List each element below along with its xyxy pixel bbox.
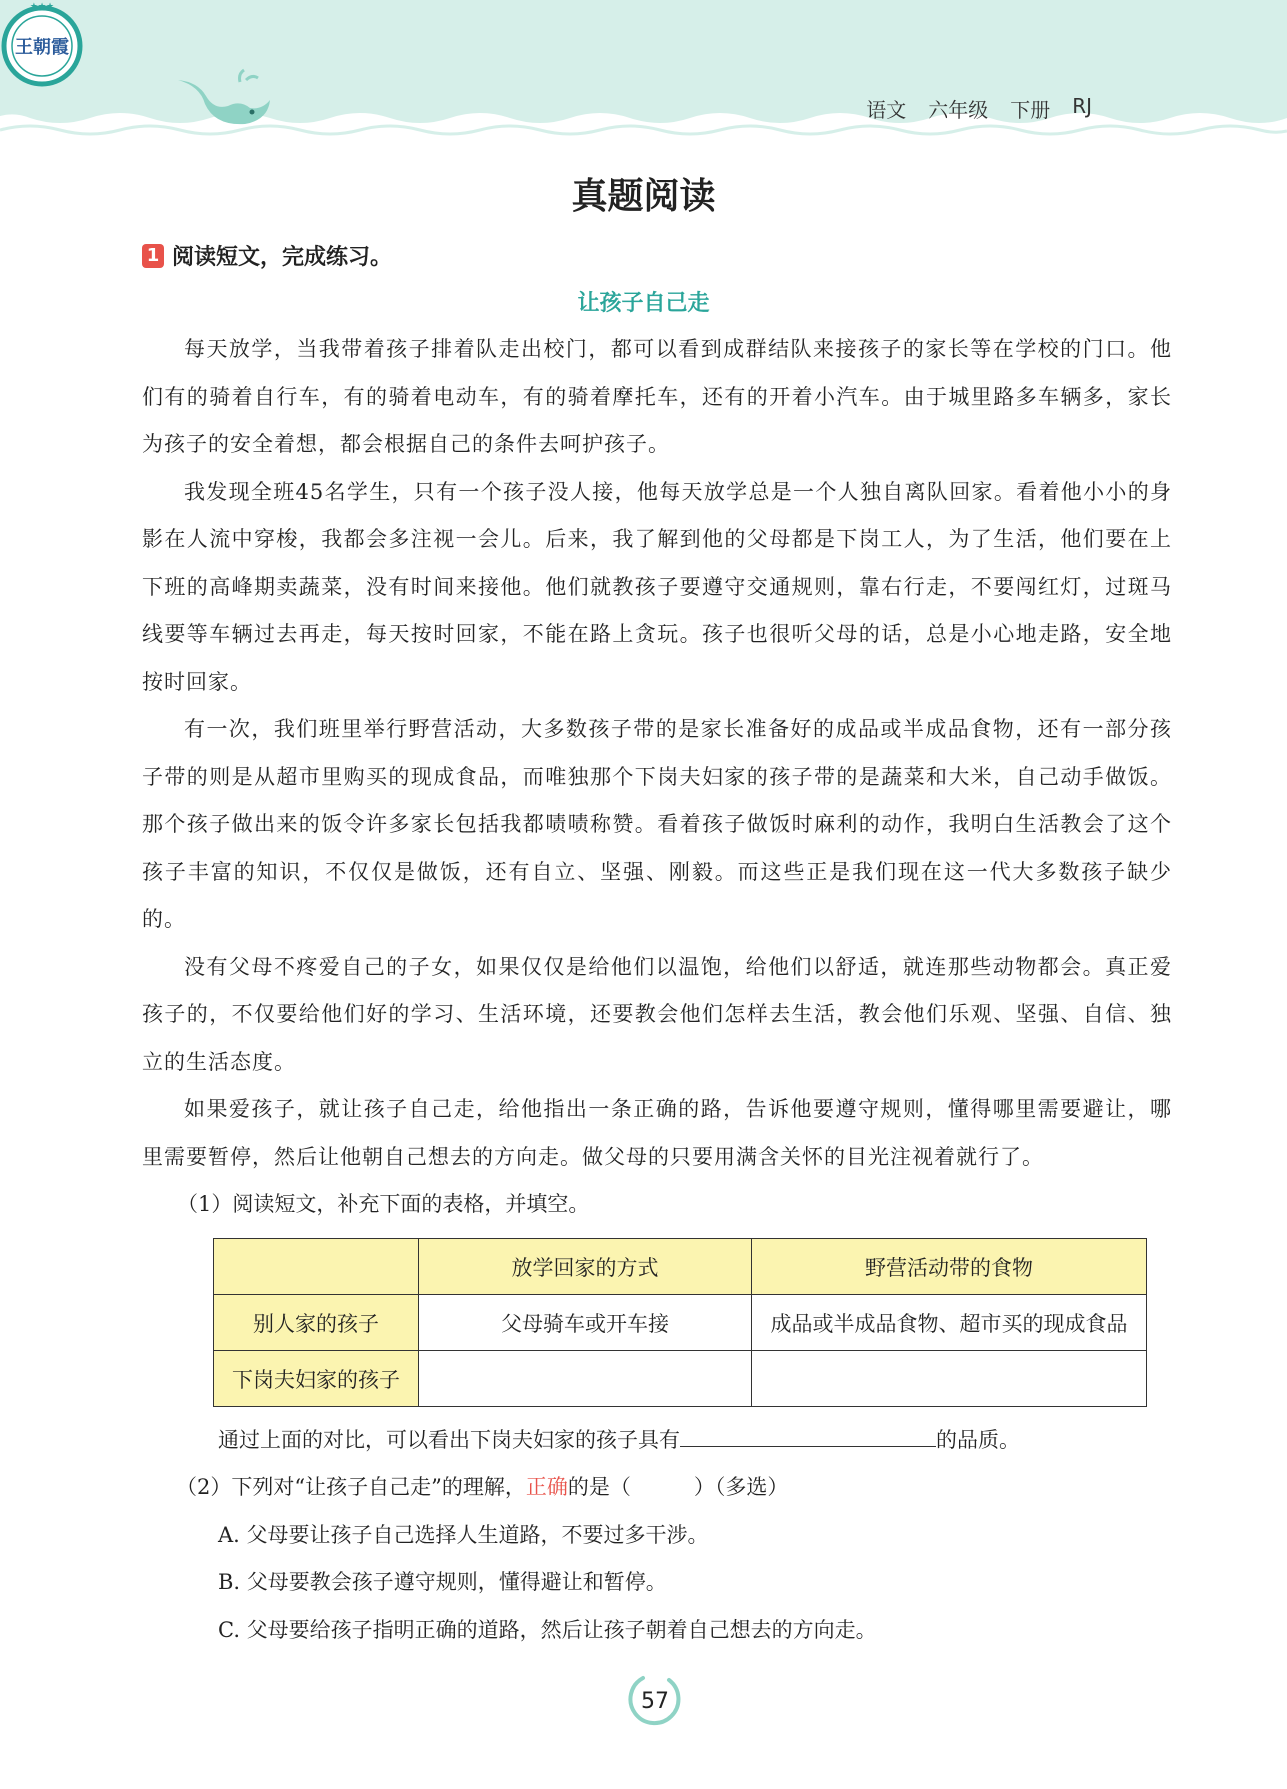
table-answer-cell[interactable] [419, 1351, 752, 1407]
q1-prompt-block [142, 1181, 1182, 1228]
answer-blank[interactable] [680, 1422, 936, 1447]
question-instruction [142, 240, 392, 271]
subject-label: 语文 [866, 98, 907, 122]
logo-text: 王朝霞 [15, 37, 69, 58]
q1-prompt: （1）阅读短文，补充下面的表格，并填空。 [177, 1192, 590, 1216]
table-answer-cell[interactable] [752, 1351, 1147, 1407]
table-row [214, 1351, 1147, 1407]
comparison-table [213, 1238, 1147, 1407]
option-c[interactable]: C. 父母要给孩子指明正确的道路，然后让孩子朝着自己想去的方向走。 [218, 1617, 877, 1642]
paragraph: 每天放学，当我带着孩子排着队走出校门，都可以看到成群结队来接孩子的家长等在学校的门口。他们有的骑着自行车，有的骑着电动车，有的骑着摩托车，还有的开着小汽车。由于城里路多车辆多，家长为孩子的安全着想，都会根据自己的条件去呵护孩子。 [142, 337, 1172, 456]
edition-label: RJ [1072, 94, 1092, 118]
page-number: 57 [641, 1689, 669, 1714]
table-header-cell: 放学回家的方式 [419, 1239, 752, 1295]
header-band-graphic [0, 0, 1287, 150]
page-number-badge [625, 1670, 685, 1730]
table-header-cell: 野营活动带的食物 [752, 1239, 1147, 1295]
q2-block [176, 1464, 877, 1654]
table-header-cell [214, 1239, 419, 1295]
paragraph: 如果爱孩子，就让孩子自己走，给他指出一条正确的路，告诉他要遵守规则，懂得哪里需要避让，哪里需要暂停，然后让他朝自己想去的方向走。做父母的只要用满含关怀的目光注视着就行了。 [142, 1097, 1172, 1169]
q2-prompt-after: 的是（ ）（多选） [567, 1475, 789, 1499]
grade-label: 六年级 [928, 98, 989, 122]
table-cell: 父母骑车或开车接 [419, 1295, 752, 1351]
q2-prompt [176, 1464, 877, 1512]
brand-logo [0, 0, 84, 90]
header-meta [866, 94, 1092, 123]
story-title: 让孩子自己走 [577, 291, 710, 316]
table-cell: 成品或半成品食物、超市买的现成食品 [752, 1295, 1147, 1351]
table-row-header: 别人家的孩子 [214, 1295, 419, 1351]
fill-after: 的品质。 [936, 1428, 1020, 1452]
option-a[interactable]: A. 父母要让孩子自己选择人生道路，不要过多干涉。 [218, 1522, 709, 1547]
paragraph: 有一次，我们班里举行野营活动，大多数孩子带的是家长准备好的成品或半成品食物，还有一部分孩子带的则是从超市里购买的现成食品，而唯独那个下岗夫妇家的孩子带的是蔬菜和大米，自己动手做饭。那个孩子做出来的饭令许多家长包括我都啧啧称赞。看着孩子做饭时麻利的动作，我明白生活教会了这个孩子丰富的知识，不仅仅是做饭，还有自立、坚强、刚毅。而这些正是我们现在这一代大多数孩子缺少的。 [142, 717, 1172, 931]
page-header [0, 0, 1287, 150]
table-row [214, 1295, 1147, 1351]
page-title: 真题阅读 [571, 176, 716, 217]
svg-text:★★★: ★★★ [29, 2, 55, 12]
table-header-row [214, 1239, 1147, 1295]
fill-before: 通过上面的对比，可以看出下岗夫妇家的孩子具有 [218, 1428, 680, 1452]
fill-in-sentence [218, 1422, 1020, 1454]
story-body [142, 326, 1172, 1181]
paragraph: 没有父母不疼爱自己的子女，如果仅仅是给他们以温饱，给他们以舒适，就连那些动物都会。真正爱孩子的，不仅要给他们好的学习、生活环境，还要教会他们怎样去生活，教会他们乐观、坚强、自信、独立的生活态度。 [142, 954, 1172, 1074]
table-row-header: 下岗夫妇家的孩子 [214, 1351, 419, 1407]
instruction-text: 阅读短文，完成练习。 [172, 245, 393, 270]
q2-prompt-before: （2）下列对“让孩子自己走”的理解， [176, 1475, 526, 1499]
volume-label: 下册 [1010, 98, 1051, 122]
option-b[interactable]: B. 父母要教会孩子遵守规则，懂得避让和暂停。 [218, 1570, 667, 1594]
q2-prompt-emphasis: 正确 [525, 1475, 568, 1499]
paragraph: 我发现全班45名学生，只有一个孩子没人接，他每天放学总是一个人独自离队回家。看着他小小的身影在人流中穿梭，我都会多注视一会儿。后来，我了解到他的父母都是下岗工人，为了生活，他们要在上下班的高峰期卖蔬菜，没有时间来接他。他们就教孩子要遵守交通规则，靠右行走，不要闯红灯，过斑马线要等车辆过去再走，每天按时回家，不能在路上贪玩。孩子也很听父母的话，总是小心地走路，安全地按时回家。 [142, 479, 1172, 694]
question-number-badge: 1 [142, 244, 164, 268]
